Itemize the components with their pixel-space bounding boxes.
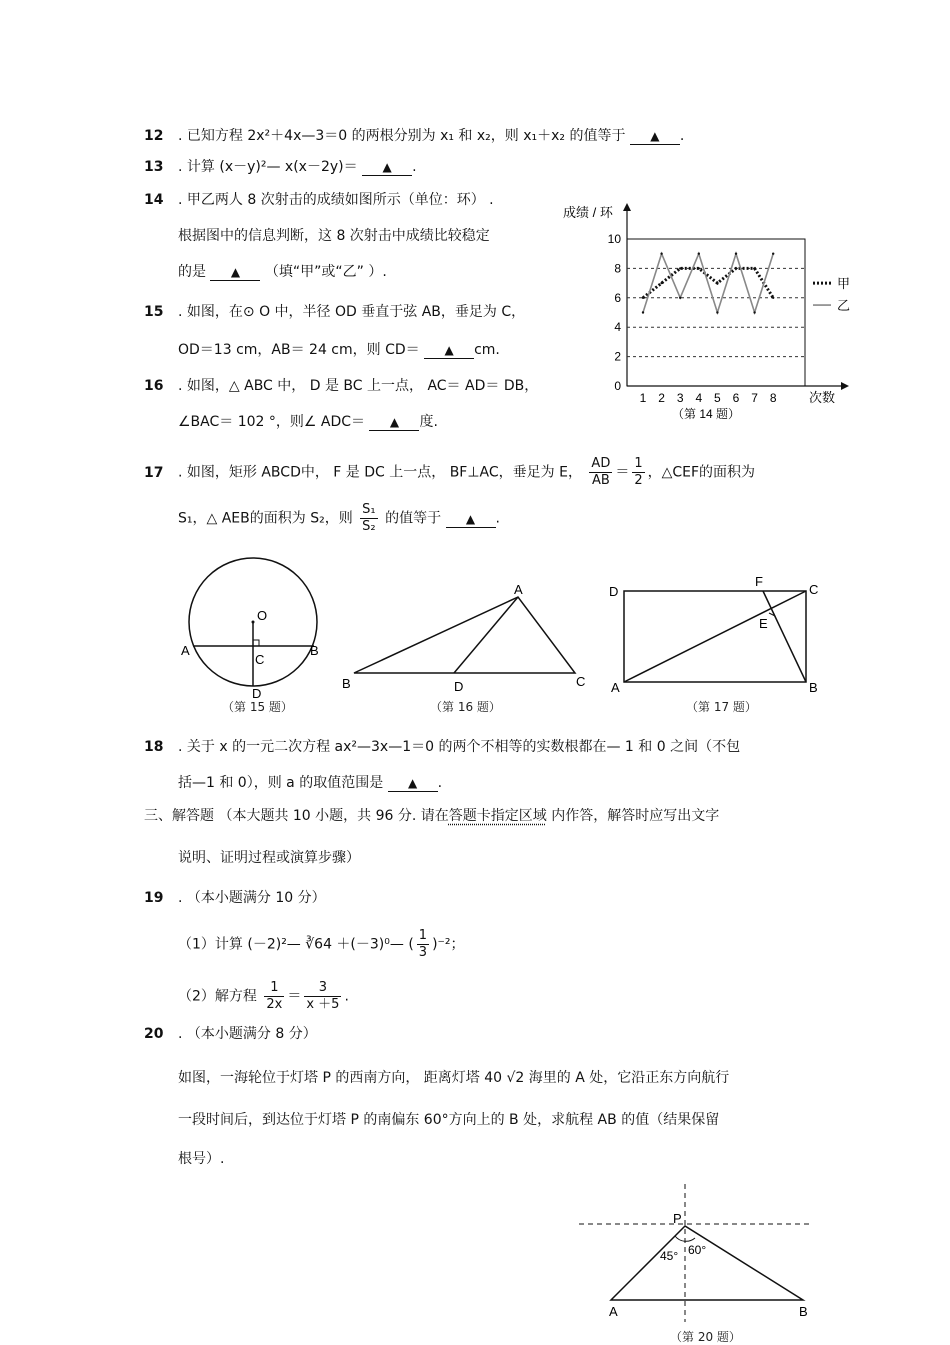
label-d: D: [454, 679, 464, 694]
triangle-pab: [611, 1226, 803, 1300]
legend-label: 乙: [837, 298, 851, 314]
question-text: 如图，在⊙ O 中，半径 OD 垂直于弦 AB，垂足为 C，: [186, 304, 526, 320]
data-point: [642, 311, 644, 313]
fraction-half: $\frac{1}{2}$: [634, 456, 643, 488]
data-point: [698, 267, 700, 269]
question-number: 20: [144, 1026, 164, 1042]
question-text: 如图，△ ABC 中， D 是 BC 上一点， AC＝ AD＝ DB，: [186, 378, 539, 394]
center-point: [252, 621, 255, 624]
figure-15: [175, 550, 335, 710]
figure-17: [605, 570, 830, 695]
figure-16: [340, 580, 595, 695]
figure-20-caption: （第 20 题）: [670, 1330, 741, 1344]
data-point: [679, 297, 681, 299]
x-tick-label: 4: [695, 391, 703, 405]
label-d: D: [252, 686, 262, 701]
question-18: 18 . 关于 x 的一元二次方程 ax²—3x—1＝0 的两个不相等的实数根都在— 1 和 0 之间（不包: [144, 739, 741, 755]
label-a: A: [181, 643, 190, 658]
segment-ad: [454, 597, 518, 673]
question-number: 15: [144, 304, 164, 320]
question-number: 13: [144, 159, 164, 175]
data-point: [660, 253, 662, 255]
question-15-line2: OD＝13 cm，AB＝ 24 cm，则 CD＝ ▲ cm.: [178, 342, 500, 358]
fraction-right: $\frac{3}{x +5}$: [306, 980, 340, 1012]
y-axis-arrow: [623, 203, 631, 211]
data-point: [753, 267, 755, 269]
question-14-line3: 的是 ▲ （填“甲”或“乙” ）.: [178, 264, 387, 280]
label-b: B: [342, 676, 351, 691]
angle-60: 60°: [688, 1243, 707, 1257]
label-e: E: [759, 616, 768, 631]
data-point: [735, 267, 737, 269]
question-14: 14 . 甲乙两人 8 次射击的成绩如图所示（单位：环） .: [144, 192, 494, 208]
question-text: 关于 x 的一元二次方程 ax²—3x—1＝0 的两个不相等的实数根都在— 1 和 0 之间（不包: [186, 739, 741, 755]
y-tick-label: 2: [614, 349, 621, 364]
score-chart: [560, 196, 860, 421]
x-tick-label: 1: [639, 391, 647, 405]
data-point: [772, 253, 774, 255]
question-20-line2: 一段时间后，到达位于灯塔 P 的南偏东 60°方向上的 B 处，求航程 AB 的值（结果保留: [178, 1112, 720, 1128]
x-tick-label: 6: [732, 391, 740, 405]
x-axis-arrow: [841, 382, 849, 390]
figure-17-caption: （第 17 题）: [686, 700, 757, 714]
answer-blank: ▲: [210, 264, 260, 281]
question-number: 19: [144, 890, 164, 906]
label-c: C: [576, 674, 586, 689]
question-text: 甲乙两人 8 次射击的成绩如图所示（单位：环） .: [186, 192, 494, 208]
data-point: [716, 311, 718, 313]
question-text: 已知方程 2x²＋4x—3＝0 的两根分别为 x₁ 和 x₂，则 x₁＋x₂ 的值等于: [186, 128, 626, 144]
x-axis-label: 次数: [809, 390, 836, 405]
plot-frame: [627, 239, 805, 386]
chart-caption: （第 14 题）: [671, 407, 741, 421]
answer-blank: ▲: [388, 775, 438, 792]
x-tick-label: 2: [658, 391, 665, 405]
label-c: C: [255, 652, 265, 667]
x-tick-label: 5: [714, 391, 721, 405]
figure-15-caption: （第 15 题）: [222, 700, 293, 714]
fraction-ad-ab: $\frac{AD}{AB}$: [591, 456, 611, 488]
data-point: [716, 282, 718, 284]
label-a: A: [514, 582, 523, 597]
y-axis-label: 成绩 / 环: [563, 205, 613, 220]
data-point: [698, 253, 700, 255]
label-b: B: [799, 1304, 808, 1319]
x-tick-label: 8: [769, 391, 777, 405]
question-text: 计算 (x－y)²— x(x－2y)＝: [186, 159, 358, 175]
question-15: 15 . 如图，在⊙ O 中，半径 OD 垂直于弦 AB，垂足为 C，: [144, 304, 526, 320]
data-point: [642, 297, 644, 299]
question-19-part1: （1）计算 (－2)²— ∛64 ＋(－3)⁰— ( $\frac{1}{3}$ )⁻²；: [178, 928, 465, 960]
section-3-heading: 三、解答题 （本大题共 10 小题，共 96 分. 请在答题卡指定区域 内作答，解答时应写出文字: [144, 808, 720, 824]
right-angle-mark: [253, 640, 259, 646]
y-tick-label: 4: [614, 320, 621, 335]
label-p: P: [673, 1211, 682, 1226]
label-a: A: [611, 680, 620, 695]
answer-blank: ▲: [362, 159, 412, 176]
data-point: [679, 267, 681, 269]
question-19-part2: （2）解方程 $\frac{1}{2x}$ ＝ $\frac{3}{x +5}$ .: [178, 980, 349, 1012]
fraction-s1-s2: $\frac{\text{S₁}}{\text{S₂}}$: [362, 502, 376, 534]
label-c: C: [809, 582, 819, 597]
question-16: 16 . 如图，△ ABC 中， D 是 BC 上一点， AC＝ AD＝ DB，: [144, 378, 539, 394]
answer-blank: ▲: [369, 414, 419, 431]
question-17-line2: S₁，△ AEB的面积为 S₂，则 $\frac{\text{S₁}}{\text{S₂}}$ 的值等于 ▲ .: [178, 502, 500, 534]
answer-blank: ▲: [630, 128, 680, 145]
diagonal-ac: [624, 591, 806, 682]
question-20-line1: 如图，一海轮位于灯塔 P 的西南方向， 距离灯塔 40 √2 海里的 A 处，它沿正东方向航行: [178, 1070, 730, 1086]
data-point: [753, 311, 755, 313]
x-tick-label: 7: [751, 391, 758, 405]
label-b: B: [809, 680, 818, 695]
data-point: [772, 297, 774, 299]
question-number: 16: [144, 378, 164, 394]
fraction-one-third: $\frac{1}{3}$: [418, 928, 428, 960]
segment-bf: [763, 591, 806, 682]
legend-label: 甲: [837, 276, 851, 292]
answer-blank: ▲: [446, 511, 496, 528]
figure-16-caption: （第 16 题）: [430, 700, 501, 714]
fraction-left: $\frac{1}{2x}$: [266, 980, 283, 1012]
data-point: [735, 253, 737, 255]
y-tick-label: 0: [614, 379, 621, 393]
question-17: 17 . 如图，矩形 ABCD中， F 是 DC 上一点， BF⊥AC，垂足为 E， $\frac{AD}{AB}$ ＝ $\frac{1}{2}$ ，△CEF的面积为: [144, 456, 756, 488]
question-19: 19 . （本小题满分 10 分）: [144, 890, 326, 906]
data-point: [660, 282, 662, 284]
section-3-line2: 说明、证明过程或演算步骤）: [178, 850, 360, 866]
question-number: 14: [144, 192, 164, 208]
question-20: 20 . （本小题满分 8 分）: [144, 1026, 317, 1042]
question-number: 12: [144, 128, 164, 144]
answer-blank: ▲: [424, 342, 474, 359]
y-tick-label: 8: [614, 261, 621, 276]
question-number: 17: [144, 464, 164, 481]
question-12: 12 . 已知方程 2x²＋4x—3＝0 的两根分别为 x₁ 和 x₂，则 x₁＋x₂ 的值等于 ▲ .: [144, 128, 685, 144]
x-tick-label: 3: [676, 391, 684, 405]
question-number: 18: [144, 739, 164, 755]
angle-45: 45°: [660, 1249, 679, 1263]
label-f: F: [755, 574, 763, 589]
question-16-line2: ∠BAC＝ 102 °，则∠ ADC＝ ▲ 度.: [178, 414, 438, 430]
y-tick-label: 6: [614, 290, 621, 305]
question-18-line2: 括—1 和 0），则 a 的取值范围是 ▲ .: [178, 775, 443, 791]
question-20-line3: 根号）.: [178, 1151, 225, 1167]
figure-20: [575, 1180, 820, 1325]
question-14-line2: 根据图中的信息判断，这 8 次射击中成绩比较稳定: [178, 228, 490, 244]
label-a: A: [609, 1304, 618, 1319]
question-13: 13 . 计算 (x－y)²— x(x－2y)＝ ▲ .: [144, 159, 417, 175]
label-b: B: [310, 643, 319, 658]
label-d: D: [609, 584, 619, 599]
y-tick-label: 10: [607, 232, 621, 246]
label-o: O: [257, 608, 268, 623]
